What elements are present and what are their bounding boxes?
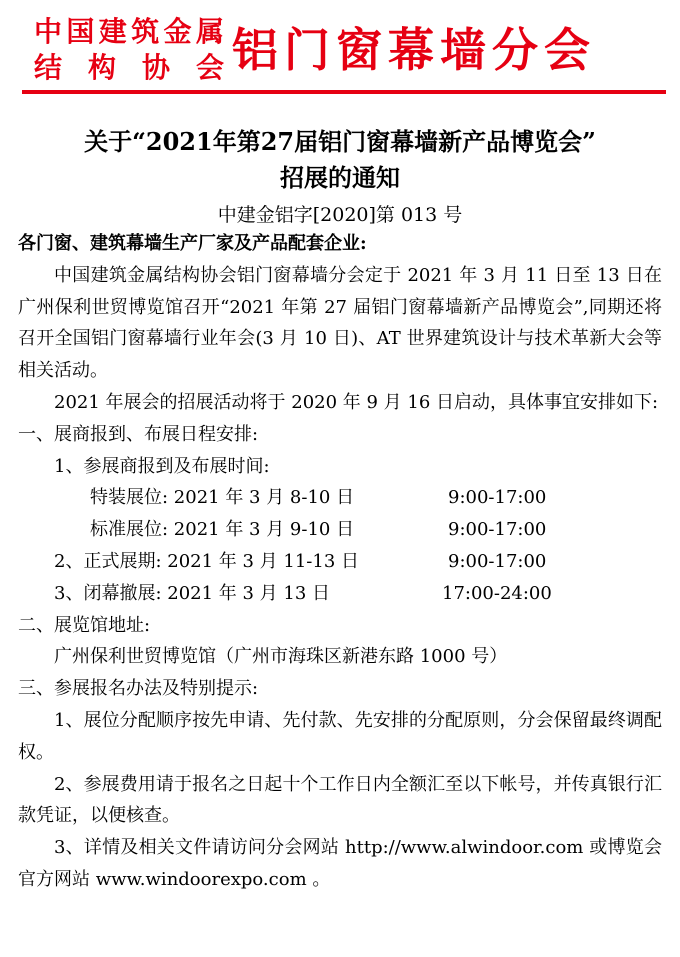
schedule-label: 3、闭幕撤展: 2021 年 3 月 13 日	[54, 582, 331, 604]
section3-item2: 2、参展费用请于报名之日起十个工作日内全额汇至以下帐号，并传真银行汇款凭证，以便核查。	[18, 773, 662, 827]
org-name-line1: 中国建筑金属	[34, 15, 224, 48]
section2-heading: 二、展览馆地址:	[18, 614, 151, 636]
schedule-row	[18, 482, 662, 514]
schedule-row	[18, 546, 662, 578]
org-name-line2: 结 构 协 会	[34, 51, 224, 84]
notice-body	[18, 228, 662, 896]
org-name	[34, 14, 224, 86]
salutation: 各门窗、建筑幕墙生产厂家及产品配套企业:	[18, 233, 367, 254]
document-number: 中建金铝字[2020]第 013 号	[217, 204, 463, 226]
section1-heading: 一、展商报到、布展日程安排:	[18, 423, 259, 445]
letterhead	[0, 0, 680, 100]
schedule-time: 17:00-24:00	[442, 582, 552, 604]
section3-heading: 三、参展报名办法及特别提示:	[18, 678, 259, 700]
schedule-time: 9:00-17:00	[448, 519, 547, 541]
intro-paragraph: 中国建筑金属结构协会铝门窗幕墙分会定于 2021 年 3 月 11 日至 13 日在广州保利世贸博览馆召开“2021 年第 27 届铝门窗幕墙新产品博览会”,同期还将召开全国铝门窗幕墙行业年会(3 月 10 日)、AT 世界建筑设计与技术革新大会等相关活动。	[18, 264, 662, 382]
letterhead-divider	[22, 90, 666, 94]
schedule-row	[18, 578, 662, 610]
notice-title-line1: 关于“2021年第27届铝门窗幕墙新产品博览会”	[84, 127, 596, 156]
branch-name: 铝门窗幕墙分会	[232, 23, 596, 77]
section3-item3: 3、详情及相关文件请访问分会网站 http://www.alwindoor.com 或博览会官方网站 www.windoorexpo.com 。	[18, 837, 662, 890]
venue-address: 广州保利世贸博览馆（广州市海珠区新港东路 1000 号）	[54, 646, 508, 668]
section1-sub1-heading: 1、参展商报到及布展时间:	[54, 455, 270, 477]
launch-paragraph: 2021 年展会的招展活动将于 2020 年 9 月 16 日启动，具体事宜安排如下:	[54, 391, 659, 413]
notice-title	[0, 124, 680, 196]
schedule-time: 9:00-17:00	[448, 550, 547, 572]
section3-item1: 1、展位分配顺序按先申请、先付款、先安排的分配原则，分会保留最终调配权。	[18, 709, 662, 763]
schedule-label: 特装展位: 2021 年 3 月 8-10 日	[90, 487, 355, 509]
notice-title-line2: 招展的通知	[280, 163, 400, 192]
schedule-label: 2、正式展期: 2021 年 3 月 11-13 日	[54, 550, 359, 572]
schedule-label: 标准展位: 2021 年 3 月 9-10 日	[90, 519, 355, 541]
schedule-time: 9:00-17:00	[448, 487, 547, 509]
schedule-row	[18, 514, 662, 546]
